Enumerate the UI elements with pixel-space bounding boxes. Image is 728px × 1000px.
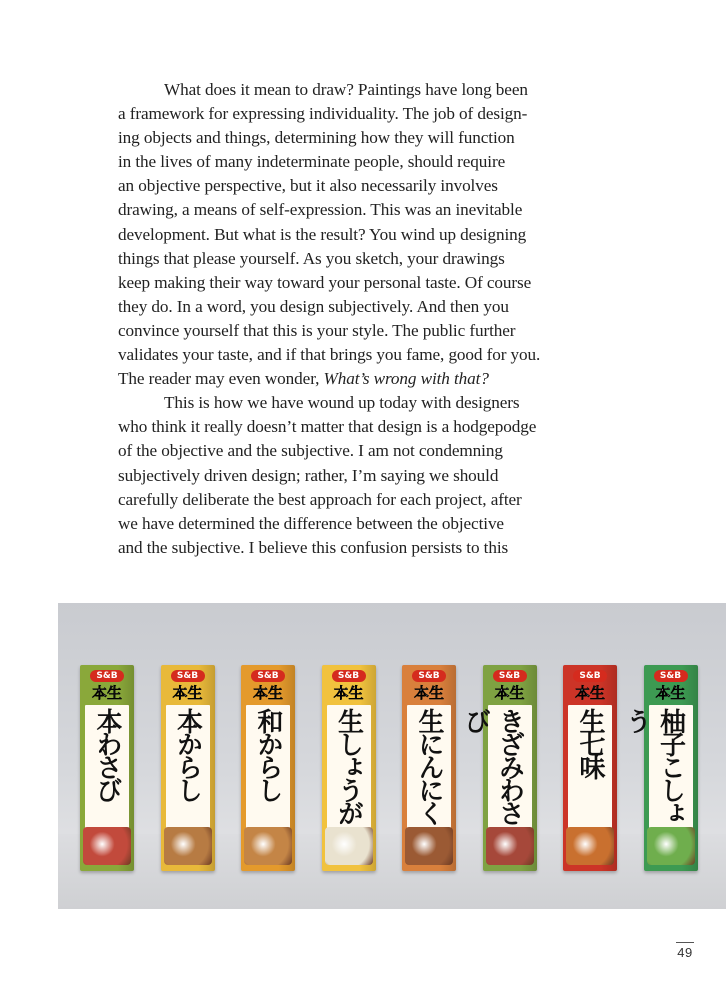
text-line-start: The reader may even wonder, xyxy=(118,369,324,389)
spice-tube xyxy=(402,665,456,871)
text-line: development. But what is the result? You wind up designing xyxy=(118,224,527,244)
food-image xyxy=(83,827,131,865)
text-line: in the lives of many indeterminate people, should require xyxy=(118,152,506,172)
brand-logo: S&B xyxy=(171,670,205,682)
spice-tube xyxy=(621,665,698,871)
text-line: drawing, a means of self-expression. This was an inevitable xyxy=(118,200,523,220)
brand-logo: S&B xyxy=(493,670,527,682)
product-line-label: 本生 xyxy=(172,684,203,702)
page-number-rule xyxy=(676,942,694,943)
product-line-label: 本生 xyxy=(574,684,605,702)
text-line: keep making their way toward your personal taste. Of course xyxy=(118,272,532,292)
text-line: subjectively driven design; rather, I’m saying we should xyxy=(118,465,499,485)
text-line: convince yourself that this is your style. The public further xyxy=(118,320,516,340)
italic-question: What’s wrong with that? xyxy=(323,369,489,389)
text-line: an objective perspective, but it also necessarily involves xyxy=(118,176,498,196)
text-line: ing objects and things, determining how they will function xyxy=(118,128,515,148)
text-line xyxy=(118,367,618,391)
product-line-label: 本生 xyxy=(413,684,444,702)
food-image xyxy=(566,827,614,865)
product-name: 和からし xyxy=(253,708,283,800)
food-image xyxy=(405,827,453,865)
text-line: they do. In a word, you design subjectively. And then you xyxy=(118,296,509,316)
text-line: who think it really doesn’t matter that design is a hodgepodge xyxy=(118,417,537,437)
product-line-label: 本生 xyxy=(333,684,364,702)
brand-logo: S&B xyxy=(251,670,285,682)
text-line: things that please yourself. As you sketch, your drawings xyxy=(118,248,505,268)
text-line: of the objective and the subjective. I am not condemning xyxy=(118,441,503,461)
product-line-label: 本生 xyxy=(91,684,122,702)
text-line: and the subjective. I believe this confusion persists to this xyxy=(118,537,509,557)
text-line: we have determined the difference between the objective xyxy=(118,513,504,533)
product-name: 柚子こしょう xyxy=(621,708,686,823)
food-image xyxy=(164,827,212,865)
food-image xyxy=(486,827,534,865)
product-line-label: 本生 xyxy=(494,684,525,702)
brand-logo: S&B xyxy=(90,670,124,682)
brand-logo: S&B xyxy=(573,670,607,682)
food-image xyxy=(244,827,292,865)
brand-logo: S&B xyxy=(654,670,688,682)
brand-logo: S&B xyxy=(332,670,366,682)
product-name: 本からし xyxy=(172,708,203,800)
text-line: validates your taste, and if that brings you fame, good for you. xyxy=(118,345,541,365)
text-line: carefully deliberate the best approach for each project, after xyxy=(118,489,522,509)
page-number: 49 xyxy=(677,945,693,960)
text-line: a framework for expressing individuality. The job of design- xyxy=(118,104,528,124)
spice-tube xyxy=(460,665,537,871)
product-line-label: 本生 xyxy=(655,684,686,702)
spice-tube xyxy=(241,665,295,871)
product-line-label: 本生 xyxy=(252,684,283,702)
body-text xyxy=(118,78,618,560)
product-name: 本わさび xyxy=(92,708,122,800)
text-line: This is how we have wound up today with designers xyxy=(164,393,520,413)
product-name: 生七味 xyxy=(575,708,605,777)
product-photo xyxy=(58,603,726,909)
product-name: 生しょうが xyxy=(333,708,364,823)
food-image xyxy=(647,827,695,865)
brand-logo: S&B xyxy=(412,670,446,682)
product-name: 生にんにく xyxy=(414,708,444,823)
product-name: きざみわさび xyxy=(460,708,525,823)
spice-tube xyxy=(322,665,376,871)
spice-tube xyxy=(563,665,617,871)
text-line: What does it mean to draw? Paintings have long been xyxy=(164,80,528,99)
spice-tube xyxy=(80,665,134,871)
spice-tube xyxy=(161,665,215,871)
food-image xyxy=(325,827,373,865)
photo-floor xyxy=(58,834,726,909)
